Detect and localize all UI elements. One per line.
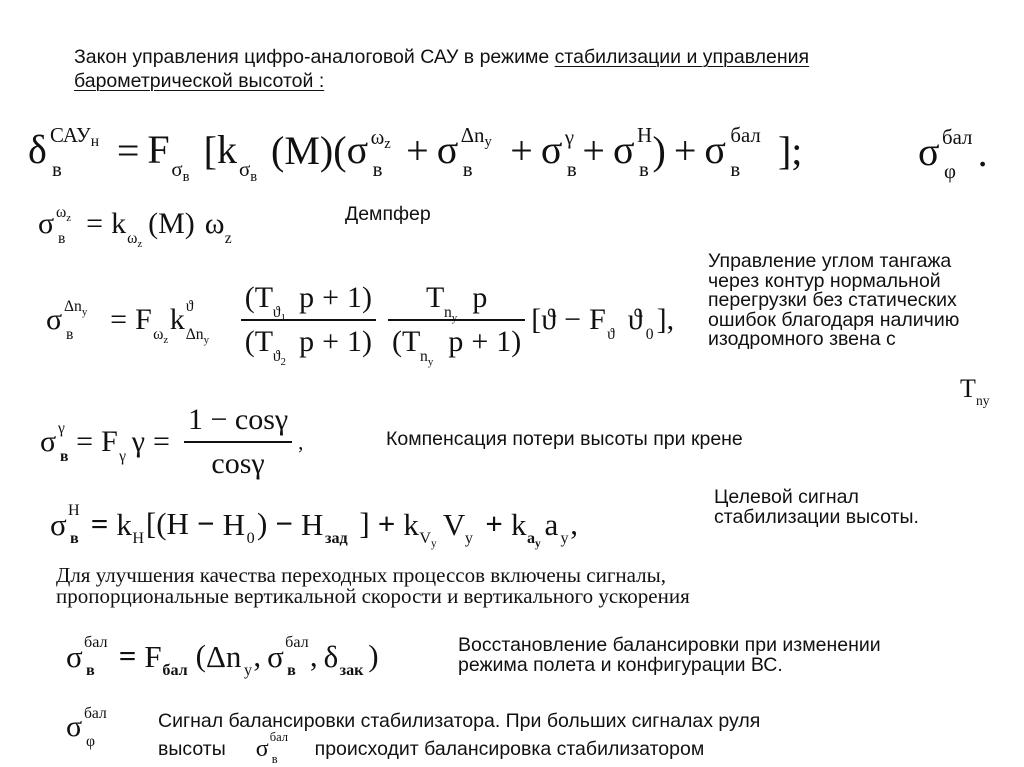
sigma-phi-bal-row7: σ бал φ bbox=[66, 705, 107, 750]
stabilizer-note-tail: происходит балансировка стабилизатором bbox=[314, 737, 705, 760]
target-signal-annotation bbox=[714, 488, 919, 527]
roll-compensation-label: Компенсация потери высоты при крене bbox=[386, 428, 743, 450]
pitch-control-annotation bbox=[708, 252, 959, 350]
target-note-line-1: Целевой сигнал bbox=[714, 486, 859, 508]
pitch-note-line-3: перегрузки без статических bbox=[708, 289, 957, 311]
pitch-note-line-4: ошибок благодаря наличию bbox=[708, 308, 960, 331]
improvement-line-1: Для улучшения качества переходных процессов включены сигналы, bbox=[56, 563, 667, 587]
sigma-phi-bal-symbol: σ бал φ . bbox=[918, 126, 988, 183]
title-plain: Закон управления цифро-аналоговой САУ в режиме bbox=[74, 46, 555, 68]
T-ny-symbol: T ny bbox=[960, 374, 990, 408]
balance-note-line-2: режима полета и конфигурации ВС. bbox=[458, 653, 783, 676]
title-underlined-part1: стабилизации и управления bbox=[554, 46, 810, 68]
pitch-note-line-5: изодромного звена с bbox=[708, 328, 896, 350]
title-underlined-part2: барометрической высотой : bbox=[74, 69, 325, 92]
roll-compensation-equation: σ γ в = F γ γ = $\frac{1 - \cos\gamma}{\cos\gamma}$ , bbox=[40, 403, 304, 480]
target-note-line-2: стабилизации высоты. bbox=[714, 505, 919, 528]
stabilizer-note-line-2 bbox=[158, 730, 705, 766]
slide-title bbox=[74, 48, 974, 91]
balance-restore-equation: σ бал в = F бал ( Δn y , σ бал в , δ зак ) bbox=[66, 633, 379, 679]
balance-restore-annotation bbox=[458, 636, 881, 675]
pitch-control-equation: σ $\Delta n_y$ в = F $\omega_z$ k ϑ $\Delta n_y$ (T $ϑ_1$ p + 1) (T $ϑ_2$ p + 1) T $n_y$ p (T $n_y$ p + 1) [ ϑ − F ϑ ϑ 0 ] , bbox=[46, 281, 675, 368]
pitch-note-line-2: через контур нормальной bbox=[708, 269, 941, 292]
stabilizer-note-line-1: Сигнал балансировки стабилизатора. При больших сигналах руля bbox=[158, 710, 761, 732]
main-control-law-equation: δ САУн в = F $\sigma_в$ [ k $\sigma_в$ ( M ) ( σ ωz в + σ Δny в + σ γ в + σ H в ) + σ бал в ]; bbox=[28, 124, 803, 185]
stabilizer-note-height-word: высоты bbox=[158, 737, 226, 760]
sigma-v-bal-inline: σ бал в bbox=[255, 730, 288, 766]
improvement-note bbox=[56, 565, 690, 607]
improvement-line-2: пропорциональные вертикальной скорости и вертикального ускорения bbox=[56, 584, 690, 608]
damper-equation: σ $\omega_z$ в = k $\omega_z$ ( M ) ω z bbox=[38, 204, 232, 250]
height-stabilization-equation: σ H в = k H [ ( H − H 0 ) − H зад ] + k $V_y$ V y + k $a_y$ a y , bbox=[50, 501, 578, 550]
pitch-note-line-1: Управление углом тангажа bbox=[708, 250, 952, 272]
balance-note-line-1: Восстановление балансировки при изменении bbox=[458, 634, 881, 656]
damper-label: Демпфер bbox=[345, 203, 431, 225]
